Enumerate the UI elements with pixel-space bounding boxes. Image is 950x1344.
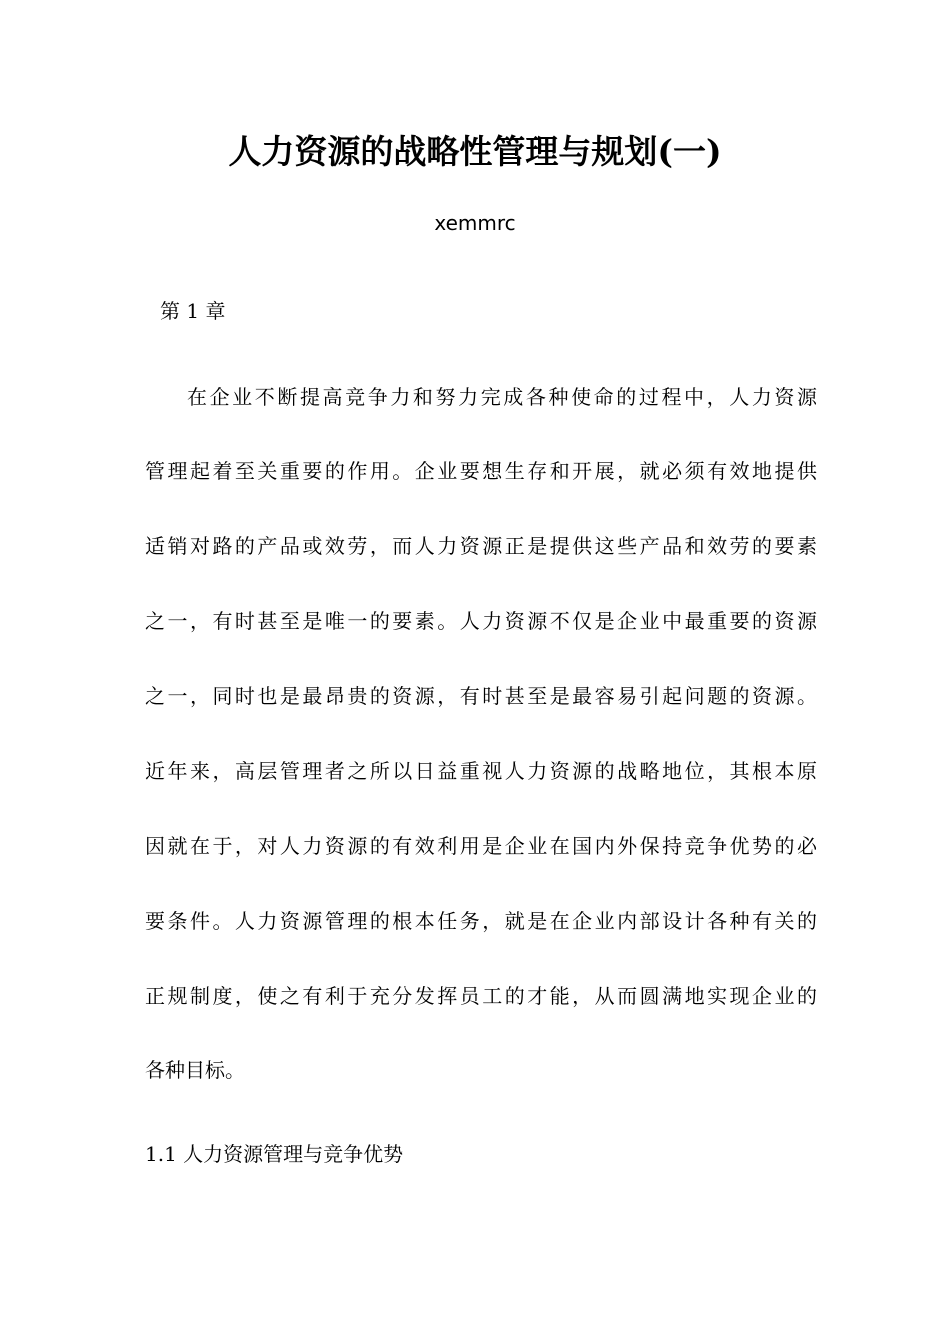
paragraph-line: 正规制度，使之有利于充分发挥员工的才能，从而圆满地实现企业的 [145,984,817,1008]
paragraph-line: 各种目标。 [145,1058,245,1082]
paragraph-line: 管理起着至关重要的作用。企业要想生存和开展，就必须有效地提供 [145,459,817,483]
paragraph-line: 近年来，高层管理者之所以日益重视人力资源的战略地位，其根本原 [145,759,817,783]
paragraph-line: 适销对路的产品或效劳，而人力资源正是提供这些产品和效劳的要素 [145,534,817,558]
paragraph-line: 之一，有时甚至是唯一的要素。人力资源不仅是企业中最重要的资源 [145,609,817,633]
paragraph-line: 在企业不断提高竞争力和努力完成各种使命的过程中，人力资源 [187,385,817,409]
paragraph-line: 因就在于，对人力资源的有效利用是企业在国内外保持竞争优势的必 [145,834,817,858]
section-heading: 1.1 人力资源管理与竞争优势 [145,1142,404,1166]
document-author: xemmrc [434,211,516,235]
paragraph-line: 之一，同时也是最昂贵的资源，有时甚至是最容易引起问题的资源。 [145,684,817,708]
document-title: 人力资源的战略性管理与规划(一) [228,132,722,171]
paragraph-line: 要条件。人力资源管理的根本任务，就是在企业内部设计各种有关的 [145,909,817,933]
chapter-label: 第 1 章 [160,299,226,323]
